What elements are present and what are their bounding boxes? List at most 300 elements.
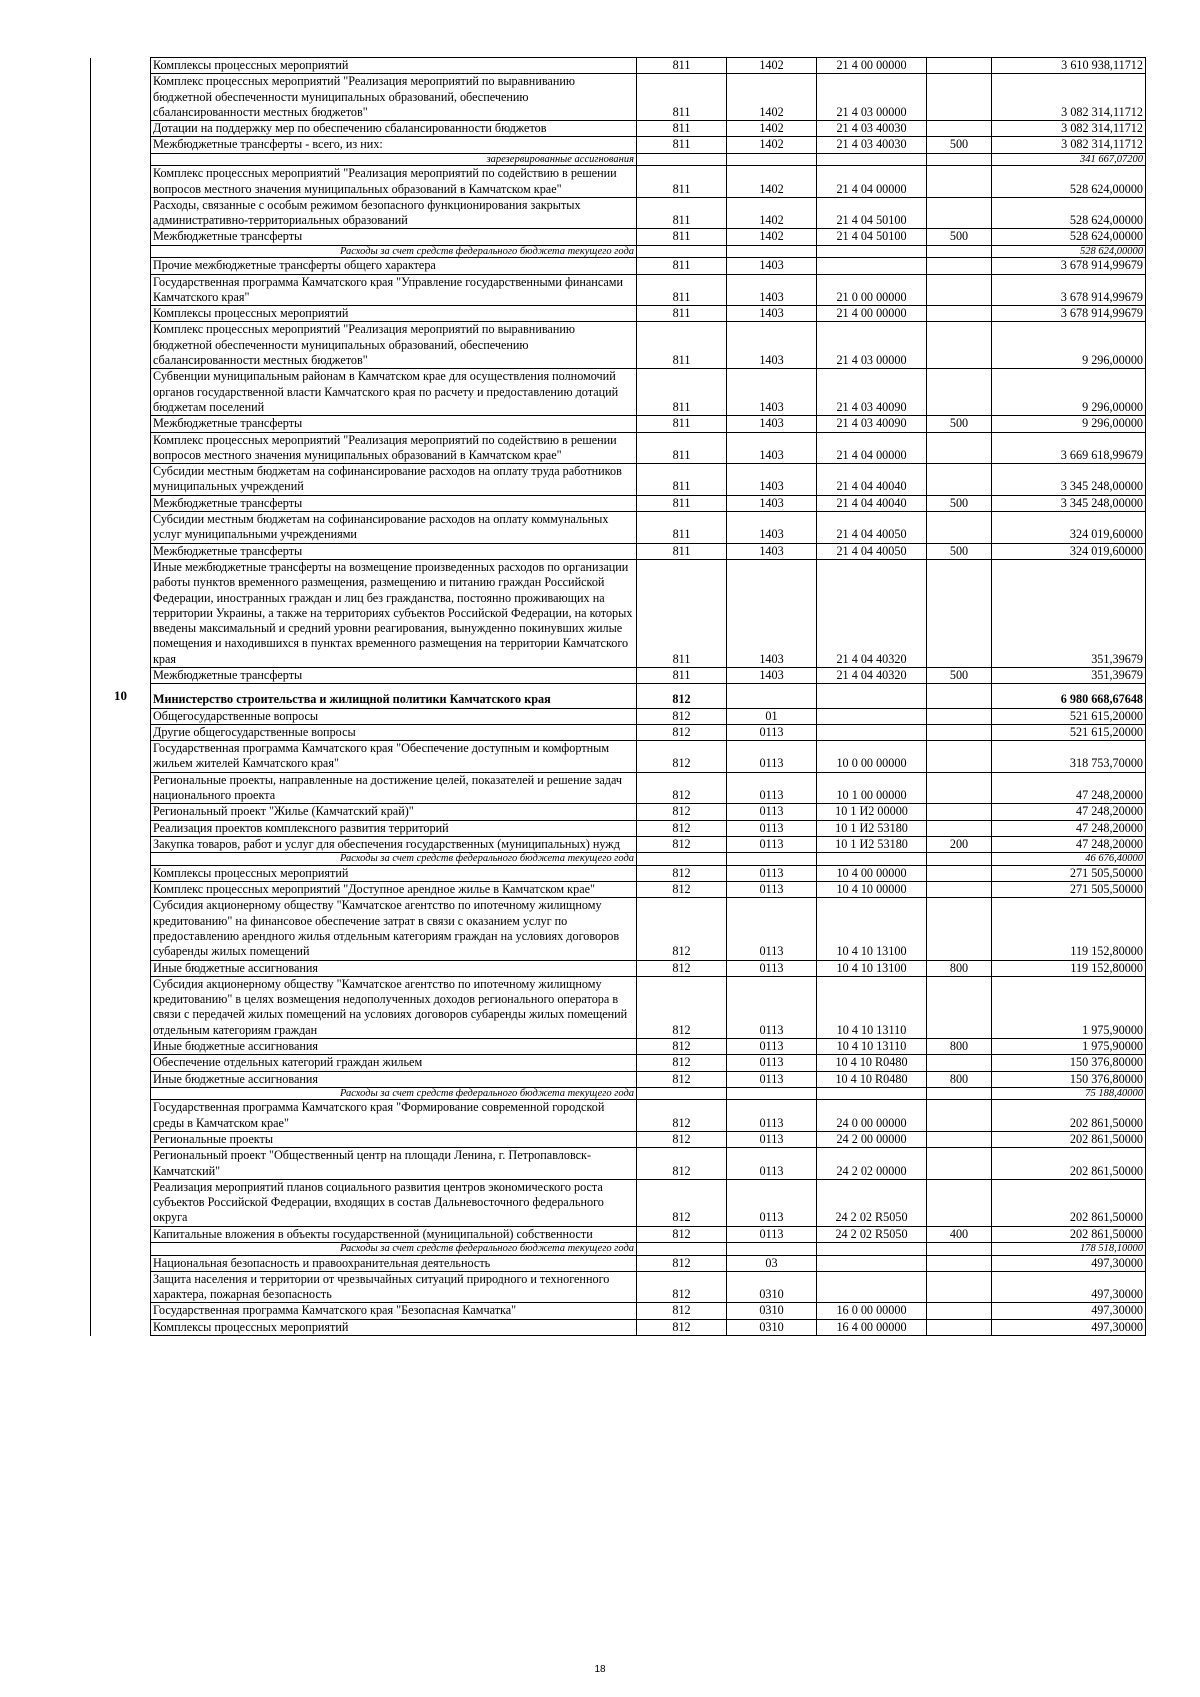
section-code-cell: 0113 bbox=[727, 820, 817, 836]
name-cell: Субвенции муниципальным районам в Камчатском крае для осуществления полномочий органов государственной власти Камчатского края по расчету и предоставлению дотаций бюджетам поселений bbox=[151, 369, 637, 416]
expense-type-cell: 500 bbox=[927, 543, 992, 559]
amount-cell: 521 615,20000 bbox=[992, 724, 1146, 740]
amount-cell: 202 861,50000 bbox=[992, 1148, 1146, 1180]
table-row bbox=[91, 667, 1146, 683]
amount-cell: 3 678 914,99679 bbox=[992, 274, 1146, 306]
amount-cell: 47 248,20000 bbox=[992, 820, 1146, 836]
expense-type-cell: 500 bbox=[927, 137, 992, 153]
row-number-cell bbox=[91, 667, 151, 683]
target-article-cell: 24 0 00 00000 bbox=[817, 1100, 927, 1132]
section-code-cell: 1403 bbox=[727, 274, 817, 306]
grbs-code-cell: 812 bbox=[637, 1255, 727, 1271]
table-row bbox=[91, 322, 1146, 369]
row-number-cell bbox=[91, 865, 151, 881]
section-code-cell bbox=[727, 1087, 817, 1100]
target-article-cell: 21 4 03 40090 bbox=[817, 416, 927, 432]
target-article-cell: 21 4 00 00000 bbox=[817, 306, 927, 322]
expense-type-cell bbox=[927, 559, 992, 667]
target-article-cell: 10 4 10 13100 bbox=[817, 960, 927, 976]
row-number-cell bbox=[91, 898, 151, 960]
section-code-cell: 0113 bbox=[727, 836, 817, 852]
section-code-cell: 0113 bbox=[727, 741, 817, 773]
section-code-cell: 1403 bbox=[727, 432, 817, 464]
table-row bbox=[91, 1039, 1146, 1055]
section-code-cell: 1403 bbox=[727, 306, 817, 322]
grbs-code-cell: 811 bbox=[637, 229, 727, 245]
row-number-cell bbox=[91, 1226, 151, 1242]
expense-type-cell: 500 bbox=[927, 229, 992, 245]
amount-cell: 324 019,60000 bbox=[992, 543, 1146, 559]
name-cell: Реализация мероприятий планов социального развития центров экономического роста субъектов Российской Федерации, входящих в состав Дальневосточного федерального округа bbox=[151, 1179, 637, 1226]
note-row bbox=[91, 1087, 1146, 1100]
grbs-code-cell: 812 bbox=[637, 1071, 727, 1087]
note-row bbox=[91, 1243, 1146, 1256]
target-article-cell: 21 4 04 50100 bbox=[817, 197, 927, 229]
section-code-cell: 0310 bbox=[727, 1271, 817, 1303]
expense-type-cell bbox=[927, 1319, 992, 1335]
target-article-cell: 24 2 02 R5050 bbox=[817, 1226, 927, 1242]
expense-type-cell bbox=[927, 708, 992, 724]
note-row bbox=[91, 245, 1146, 258]
table-row bbox=[91, 1226, 1146, 1242]
target-article-cell: 10 4 10 13110 bbox=[817, 976, 927, 1038]
section-code-cell: 1403 bbox=[727, 512, 817, 544]
amount-cell: 351,39679 bbox=[992, 559, 1146, 667]
row-number-cell bbox=[91, 960, 151, 976]
grbs-code-cell: 811 bbox=[637, 369, 727, 416]
section-code-cell bbox=[727, 684, 817, 708]
expense-type-cell bbox=[927, 1179, 992, 1226]
section-code-cell: 0113 bbox=[727, 960, 817, 976]
expense-type-cell: 800 bbox=[927, 1039, 992, 1055]
table-row bbox=[91, 865, 1146, 881]
amount-cell: 3 345 248,00000 bbox=[992, 495, 1146, 511]
grbs-code-cell: 812 bbox=[637, 898, 727, 960]
expense-type-cell: 800 bbox=[927, 1071, 992, 1087]
expense-type-cell bbox=[927, 1243, 992, 1256]
table-row bbox=[91, 274, 1146, 306]
name-cell: Региональные проекты, направленные на достижение целей, показателей и решение задач национального проекта bbox=[151, 772, 637, 804]
table-row bbox=[91, 166, 1146, 198]
row-number-cell bbox=[91, 741, 151, 773]
expense-type-cell: 200 bbox=[927, 836, 992, 852]
grbs-code-cell: 812 bbox=[637, 1226, 727, 1242]
row-number-cell bbox=[91, 1039, 151, 1055]
amount-cell: 324 019,60000 bbox=[992, 512, 1146, 544]
amount-cell: 9 296,00000 bbox=[992, 322, 1146, 369]
name-cell: Государственная программа Камчатского края "Управление государственными финансами Камчатского края" bbox=[151, 274, 637, 306]
expense-type-cell bbox=[927, 306, 992, 322]
expense-type-cell bbox=[927, 741, 992, 773]
section-code-cell: 1403 bbox=[727, 559, 817, 667]
amount-cell: 3 678 914,99679 bbox=[992, 258, 1146, 274]
expense-type-cell bbox=[927, 772, 992, 804]
name-cell: Межбюджетные трансферты bbox=[151, 495, 637, 511]
target-article-cell: 10 4 10 00000 bbox=[817, 882, 927, 898]
row-number-cell bbox=[91, 1132, 151, 1148]
section-code-cell: 0113 bbox=[727, 865, 817, 881]
grbs-code-cell: 812 bbox=[637, 960, 727, 976]
grbs-code-cell: 811 bbox=[637, 464, 727, 496]
table-row bbox=[91, 882, 1146, 898]
expense-type-cell: 500 bbox=[927, 495, 992, 511]
name-cell: Комплекс процессных мероприятий "Реализация мероприятий по выравниванию бюджетной обеспеченности муниципальных образований, обеспечению сбалансированности местных бюджетов" bbox=[151, 74, 637, 121]
target-article-cell: 21 4 04 00000 bbox=[817, 166, 927, 198]
name-cell: Межбюджетные трансферты bbox=[151, 667, 637, 683]
section-code-cell: 0113 bbox=[727, 804, 817, 820]
grbs-code-cell bbox=[637, 245, 727, 258]
name-cell: Дотации на поддержку мер по обеспечению сбалансированности бюджетов bbox=[151, 121, 637, 137]
section-code-cell: 0113 bbox=[727, 1226, 817, 1242]
name-cell: Комплексы процессных мероприятий bbox=[151, 306, 637, 322]
section-code-cell: 1403 bbox=[727, 322, 817, 369]
expense-type-cell bbox=[927, 464, 992, 496]
grbs-code-cell: 812 bbox=[637, 820, 727, 836]
section-code-cell: 0113 bbox=[727, 1039, 817, 1055]
expense-type-cell bbox=[927, 898, 992, 960]
table-body bbox=[91, 58, 1146, 1336]
name-cell: Прочие межбюджетные трансферты общего характера bbox=[151, 258, 637, 274]
section-code-cell: 1403 bbox=[727, 464, 817, 496]
grbs-code-cell: 812 bbox=[637, 1132, 727, 1148]
table-row bbox=[91, 197, 1146, 229]
amount-cell: 9 296,00000 bbox=[992, 369, 1146, 416]
row-number-cell bbox=[91, 1319, 151, 1335]
table-row bbox=[91, 137, 1146, 153]
table-row bbox=[91, 708, 1146, 724]
amount-cell: 3 082 314,11712 bbox=[992, 137, 1146, 153]
name-cell: Расходы за счет средств федерального бюджета текущего года bbox=[151, 1087, 637, 1100]
row-number-cell bbox=[91, 976, 151, 1038]
name-cell: Закупка товаров, работ и услуг для обеспечения государственных (муниципальных) нужд bbox=[151, 836, 637, 852]
row-number-cell bbox=[91, 322, 151, 369]
amount-cell: 3 345 248,00000 bbox=[992, 464, 1146, 496]
row-number-cell bbox=[91, 58, 151, 74]
amount-cell: 1 975,90000 bbox=[992, 1039, 1146, 1055]
section-code-cell: 1402 bbox=[727, 121, 817, 137]
row-number-cell bbox=[91, 495, 151, 511]
name-cell: Национальная безопасность и правоохранительная деятельность bbox=[151, 1255, 637, 1271]
expense-type-cell: 800 bbox=[927, 960, 992, 976]
expense-type-cell bbox=[927, 245, 992, 258]
expense-type-cell bbox=[927, 1100, 992, 1132]
section-code-cell: 0113 bbox=[727, 772, 817, 804]
name-cell: Субсидия акционерному обществу "Камчатское агентство по ипотечному жилищному кредитованию" в целях возмещения недополученных доходов регионального оператора в связи с передачей жилых помещений на условиях договоров субаренды жилых помещений отдельным категориям граждан bbox=[151, 976, 637, 1038]
amount-cell: 497,30000 bbox=[992, 1303, 1146, 1319]
target-article-cell: 21 4 04 40040 bbox=[817, 464, 927, 496]
grbs-code-cell: 811 bbox=[637, 495, 727, 511]
grbs-code-cell: 812 bbox=[637, 804, 727, 820]
section-code-cell bbox=[727, 245, 817, 258]
amount-cell: 528 624,00000 bbox=[992, 245, 1146, 258]
table-row bbox=[91, 724, 1146, 740]
grbs-code-cell: 811 bbox=[637, 74, 727, 121]
target-article-cell bbox=[817, 708, 927, 724]
table-row bbox=[91, 1148, 1146, 1180]
expense-type-cell bbox=[927, 820, 992, 836]
row-number-cell bbox=[91, 432, 151, 464]
row-number-cell bbox=[91, 258, 151, 274]
amount-cell: 47 248,20000 bbox=[992, 836, 1146, 852]
row-number-cell bbox=[91, 197, 151, 229]
target-article-cell: 24 2 02 00000 bbox=[817, 1148, 927, 1180]
name-cell: Расходы за счет средств федерального бюджета текущего года bbox=[151, 1243, 637, 1256]
name-cell: Реализация проектов комплексного развития территорий bbox=[151, 820, 637, 836]
amount-cell: 497,30000 bbox=[992, 1271, 1146, 1303]
grbs-code-cell: 812 bbox=[637, 708, 727, 724]
target-article-cell: 24 2 00 00000 bbox=[817, 1132, 927, 1148]
row-number-cell bbox=[91, 229, 151, 245]
table-row bbox=[91, 369, 1146, 416]
amount-cell: 497,30000 bbox=[992, 1319, 1146, 1335]
section-code-cell: 1403 bbox=[727, 416, 817, 432]
target-article-cell: 21 4 04 40320 bbox=[817, 667, 927, 683]
expense-type-cell bbox=[927, 74, 992, 121]
expense-type-cell bbox=[927, 1148, 992, 1180]
amount-cell: 119 152,80000 bbox=[992, 960, 1146, 976]
expense-type-cell bbox=[927, 432, 992, 464]
expense-type-cell bbox=[927, 58, 992, 74]
table-row bbox=[91, 1303, 1146, 1319]
amount-cell: 202 861,50000 bbox=[992, 1132, 1146, 1148]
row-number-cell bbox=[91, 1271, 151, 1303]
row-number-cell bbox=[91, 1255, 151, 1271]
target-article-cell bbox=[817, 245, 927, 258]
expense-type-cell bbox=[927, 1132, 992, 1148]
target-article-cell bbox=[817, 1271, 927, 1303]
grbs-code-cell: 812 bbox=[637, 1179, 727, 1226]
section-code-cell: 0310 bbox=[727, 1319, 817, 1335]
grbs-code-cell: 811 bbox=[637, 416, 727, 432]
name-cell: Иные бюджетные ассигнования bbox=[151, 1039, 637, 1055]
target-article-cell bbox=[817, 1087, 927, 1100]
target-article-cell bbox=[817, 1255, 927, 1271]
grbs-code-cell: 812 bbox=[637, 882, 727, 898]
table-row bbox=[91, 772, 1146, 804]
table-row bbox=[91, 432, 1146, 464]
row-number-cell bbox=[91, 1243, 151, 1256]
table-row bbox=[91, 559, 1146, 667]
expense-type-cell: 500 bbox=[927, 416, 992, 432]
section-code-cell: 0113 bbox=[727, 898, 817, 960]
target-article-cell: 21 0 00 00000 bbox=[817, 274, 927, 306]
amount-cell: 3 669 618,99679 bbox=[992, 432, 1146, 464]
row-number-cell bbox=[91, 1100, 151, 1132]
section-code-cell: 0113 bbox=[727, 1100, 817, 1132]
row-number-cell bbox=[91, 306, 151, 322]
grbs-code-cell: 812 bbox=[637, 1100, 727, 1132]
row-number-cell bbox=[91, 416, 151, 432]
grbs-code-cell: 811 bbox=[637, 322, 727, 369]
name-cell: Комплексы процессных мероприятий bbox=[151, 865, 637, 881]
amount-cell: 1 975,90000 bbox=[992, 976, 1146, 1038]
expense-type-cell bbox=[927, 274, 992, 306]
table-row bbox=[91, 976, 1146, 1038]
row-number-cell bbox=[91, 1055, 151, 1071]
grbs-code-cell: 812 bbox=[637, 684, 727, 708]
amount-cell: 271 505,50000 bbox=[992, 882, 1146, 898]
row-number-cell bbox=[91, 820, 151, 836]
name-cell: Другие общегосударственные вопросы bbox=[151, 724, 637, 740]
target-article-cell bbox=[817, 724, 927, 740]
grbs-code-cell: 811 bbox=[637, 121, 727, 137]
table-row bbox=[91, 306, 1146, 322]
row-number-cell bbox=[91, 1087, 151, 1100]
row-number-cell bbox=[91, 836, 151, 852]
grbs-code-cell: 812 bbox=[637, 865, 727, 881]
table-row bbox=[91, 121, 1146, 137]
grbs-code-cell: 811 bbox=[637, 166, 727, 198]
name-cell: Комплекс процессных мероприятий "Доступное арендное жилье в Камчатском крае" bbox=[151, 882, 637, 898]
table-row bbox=[91, 1132, 1146, 1148]
grbs-code-cell: 812 bbox=[637, 976, 727, 1038]
expense-type-cell bbox=[927, 369, 992, 416]
row-number-cell bbox=[91, 166, 151, 198]
note-row bbox=[91, 853, 1146, 866]
budget-table bbox=[90, 57, 1146, 1336]
amount-cell: 150 376,80000 bbox=[992, 1071, 1146, 1087]
table-row bbox=[91, 960, 1146, 976]
grbs-code-cell: 811 bbox=[637, 543, 727, 559]
grbs-code-cell: 811 bbox=[637, 559, 727, 667]
grbs-code-cell: 812 bbox=[637, 1303, 727, 1319]
name-cell: Обеспечение отдельных категорий граждан жильем bbox=[151, 1055, 637, 1071]
grbs-code-cell: 812 bbox=[637, 1055, 727, 1071]
expense-type-cell bbox=[927, 804, 992, 820]
expense-type-cell bbox=[927, 1087, 992, 1100]
target-article-cell: 21 4 03 00000 bbox=[817, 74, 927, 121]
row-number-cell bbox=[91, 559, 151, 667]
target-article-cell bbox=[817, 853, 927, 866]
table-row bbox=[91, 1055, 1146, 1071]
expense-type-cell bbox=[927, 853, 992, 866]
name-cell: Расходы, связанные с особым режимом безопасного функционирования закрытых административно-территориальных образований bbox=[151, 197, 637, 229]
name-cell: Иные бюджетные ассигнования bbox=[151, 1071, 637, 1087]
target-article-cell: 10 1 И2 53180 bbox=[817, 836, 927, 852]
name-cell: Комплексы процессных мероприятий bbox=[151, 58, 637, 74]
target-article-cell: 21 4 00 00000 bbox=[817, 58, 927, 74]
row-number-cell bbox=[91, 882, 151, 898]
grbs-code-cell bbox=[637, 1243, 727, 1256]
table-row bbox=[91, 416, 1146, 432]
section-code-cell: 0310 bbox=[727, 1303, 817, 1319]
expense-type-cell bbox=[927, 865, 992, 881]
grbs-code-cell: 812 bbox=[637, 1148, 727, 1180]
amount-cell: 75 188,40000 bbox=[992, 1087, 1146, 1100]
amount-cell: 3 082 314,11712 bbox=[992, 74, 1146, 121]
target-article-cell bbox=[817, 153, 927, 166]
expense-type-cell bbox=[927, 1055, 992, 1071]
grbs-code-cell: 811 bbox=[637, 58, 727, 74]
target-article-cell: 10 1 И2 53180 bbox=[817, 820, 927, 836]
amount-cell: 202 861,50000 bbox=[992, 1179, 1146, 1226]
grbs-code-cell: 811 bbox=[637, 306, 727, 322]
section-code-cell: 0113 bbox=[727, 1132, 817, 1148]
amount-cell: 318 753,70000 bbox=[992, 741, 1146, 773]
target-article-cell: 10 1 00 00000 bbox=[817, 772, 927, 804]
expense-type-cell bbox=[927, 1271, 992, 1303]
amount-cell: 351,39679 bbox=[992, 667, 1146, 683]
table-row bbox=[91, 1100, 1146, 1132]
target-article-cell: 21 4 03 00000 bbox=[817, 322, 927, 369]
amount-cell: 528 624,00000 bbox=[992, 229, 1146, 245]
name-cell: Капитальные вложения в объекты государственной (муниципальной) собственности bbox=[151, 1226, 637, 1242]
section-code-cell: 0113 bbox=[727, 1055, 817, 1071]
target-article-cell bbox=[817, 258, 927, 274]
row-number-cell bbox=[91, 772, 151, 804]
grbs-code-cell: 811 bbox=[637, 258, 727, 274]
name-cell: Региональный проект "Общественный центр на площади Ленина, г. Петропавловск-Камчатский" bbox=[151, 1148, 637, 1180]
target-article-cell: 21 4 04 40040 bbox=[817, 495, 927, 511]
row-number-cell bbox=[91, 724, 151, 740]
expense-type-cell bbox=[927, 258, 992, 274]
section-code-cell: 0113 bbox=[727, 1071, 817, 1087]
grbs-code-cell: 811 bbox=[637, 197, 727, 229]
target-article-cell bbox=[817, 1243, 927, 1256]
target-article-cell: 10 0 00 00000 bbox=[817, 741, 927, 773]
target-article-cell: 21 4 04 40320 bbox=[817, 559, 927, 667]
row-number-cell bbox=[91, 137, 151, 153]
expense-type-cell bbox=[927, 684, 992, 708]
name-cell: Государственная программа Камчатского края "Формирование современной городской среды в Камчатском крае" bbox=[151, 1100, 637, 1132]
section-code-cell bbox=[727, 153, 817, 166]
target-article-cell: 21 4 03 40030 bbox=[817, 121, 927, 137]
table-row bbox=[91, 1255, 1146, 1271]
section-code-cell: 1402 bbox=[727, 74, 817, 121]
amount-cell: 521 615,20000 bbox=[992, 708, 1146, 724]
section-code-cell: 0113 bbox=[727, 882, 817, 898]
section-code-cell: 1402 bbox=[727, 166, 817, 198]
note-row bbox=[91, 153, 1146, 166]
table-row bbox=[91, 1179, 1146, 1226]
section-code-cell: 1403 bbox=[727, 258, 817, 274]
table-row bbox=[91, 74, 1146, 121]
expense-type-cell: 500 bbox=[927, 667, 992, 683]
target-article-cell: 10 4 10 13110 bbox=[817, 1039, 927, 1055]
table-row bbox=[91, 1271, 1146, 1303]
row-number-cell bbox=[91, 543, 151, 559]
grbs-code-cell bbox=[637, 153, 727, 166]
name-cell: Иные бюджетные ассигнования bbox=[151, 960, 637, 976]
table-row bbox=[91, 820, 1146, 836]
name-cell: Министерство строительства и жилищной политики Камчатского края bbox=[151, 684, 637, 708]
section-code-cell: 1403 bbox=[727, 495, 817, 511]
grbs-code-cell: 812 bbox=[637, 1271, 727, 1303]
grbs-code-cell: 812 bbox=[637, 741, 727, 773]
amount-cell: 202 861,50000 bbox=[992, 1226, 1146, 1242]
amount-cell: 119 152,80000 bbox=[992, 898, 1146, 960]
grbs-code-cell bbox=[637, 853, 727, 866]
name-cell: Межбюджетные трансферты bbox=[151, 416, 637, 432]
amount-cell: 6 980 668,67648 bbox=[992, 684, 1146, 708]
section-code-cell bbox=[727, 1243, 817, 1256]
target-article-cell: 16 0 00 00000 bbox=[817, 1303, 927, 1319]
target-article-cell: 21 4 04 40050 bbox=[817, 512, 927, 544]
name-cell: Государственная программа Камчатского края "Безопасная Камчатка" bbox=[151, 1303, 637, 1319]
name-cell: Расходы за счет средств федерального бюджета текущего года bbox=[151, 245, 637, 258]
row-number-cell bbox=[91, 1303, 151, 1319]
expense-type-cell: 400 bbox=[927, 1226, 992, 1242]
amount-cell: 271 505,50000 bbox=[992, 865, 1146, 881]
expense-type-cell bbox=[927, 153, 992, 166]
grbs-code-cell bbox=[637, 1087, 727, 1100]
expense-type-cell bbox=[927, 322, 992, 369]
amount-cell: 178 518,10000 bbox=[992, 1243, 1146, 1256]
section-code-cell: 1403 bbox=[727, 369, 817, 416]
target-article-cell: 21 4 03 40030 bbox=[817, 137, 927, 153]
grbs-code-cell: 812 bbox=[637, 836, 727, 852]
amount-cell: 9 296,00000 bbox=[992, 416, 1146, 432]
